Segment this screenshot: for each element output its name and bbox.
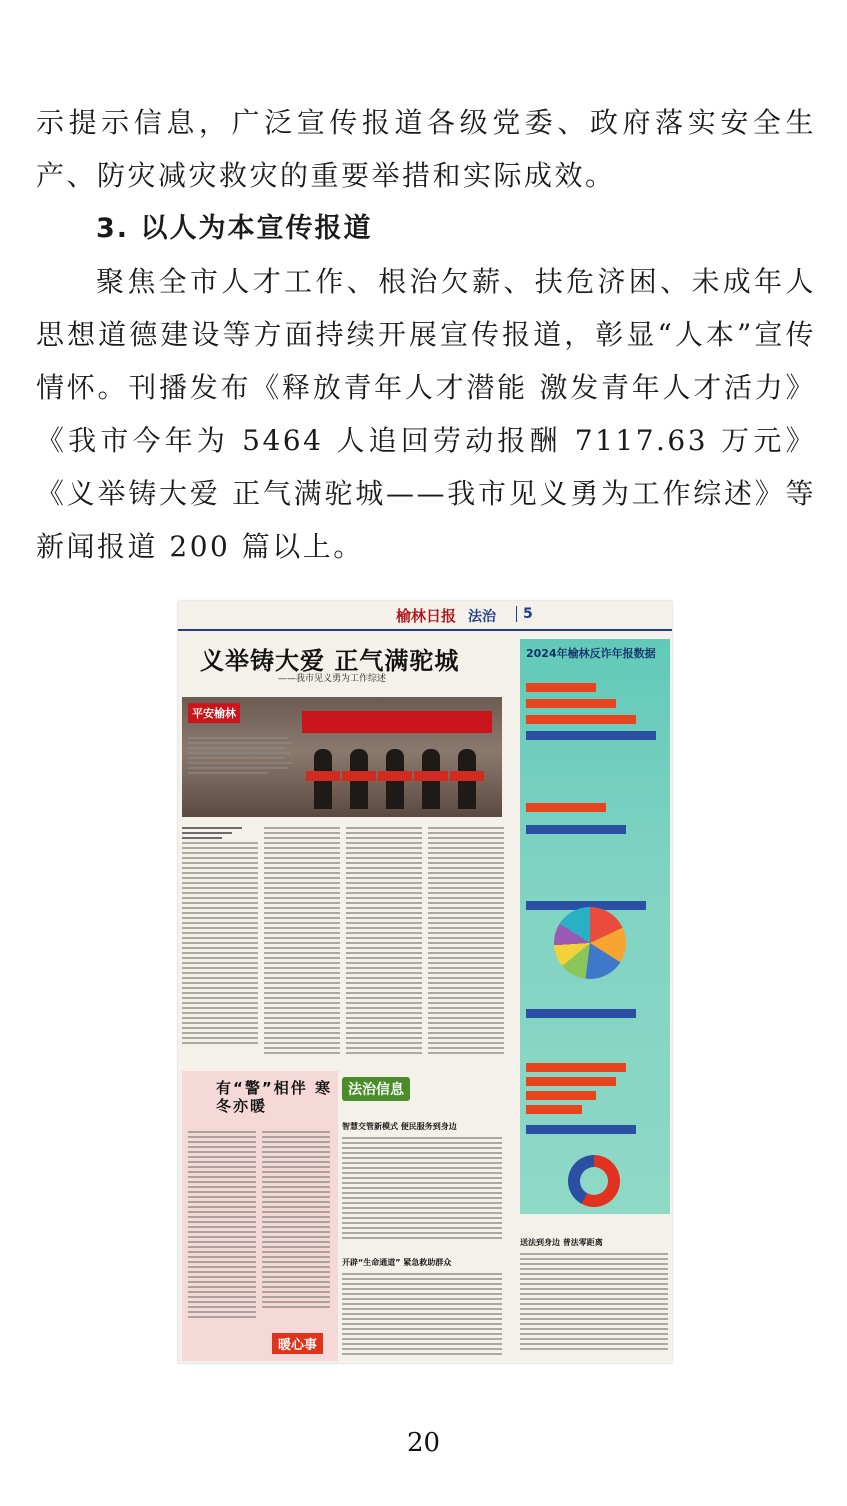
infographic-ribbon (526, 699, 616, 708)
page-number: 20 (406, 1428, 441, 1458)
article-title-traffic: 智慧交管新模式 便民服务到身边 (342, 1122, 457, 1131)
article-law-lines (520, 1253, 668, 1353)
infographic-ribbon (526, 715, 636, 724)
infographic-ribbon (526, 1009, 636, 1018)
body-text (36, 96, 816, 573)
infographic-ribbon (526, 683, 596, 692)
anti-fraud-infographic (520, 639, 670, 1214)
photo-caption-lines (188, 737, 298, 777)
newspaper-masthead (178, 601, 672, 631)
article-traffic-lines (342, 1137, 502, 1242)
infographic-ribbon (526, 803, 606, 812)
photo-badge: 平安榆林 (188, 703, 240, 723)
newspaper-page-number: 5 (516, 606, 533, 622)
newspaper-scan (178, 601, 672, 1363)
section-heading: 3. 以人为本宣传报道 (96, 213, 373, 244)
article-title-rescue: 开辟“生命通道” 紧急救助群众 (342, 1258, 452, 1267)
warm-story-column (182, 1071, 338, 1361)
infographic-title: 2024年榆林反诈年报数据 (526, 647, 656, 660)
article-column-3 (346, 827, 422, 1057)
warm-story-lines (262, 1131, 330, 1311)
infographic-ribbon (526, 1091, 596, 1100)
warm-story-badge: 暖心事 (272, 1333, 323, 1354)
article-rescue-lines (342, 1273, 502, 1358)
infographic-pie-chart (554, 907, 626, 979)
warm-story-lines (188, 1131, 256, 1321)
newspaper-section: 法治 (468, 609, 496, 625)
infographic-ribbon (526, 1077, 616, 1086)
warm-story-title: 有“警”相伴 寒冬亦暖 (216, 1079, 332, 1115)
paragraph-people-oriented: 聚焦全市人才工作、根治欠薪、扶危济困、未成年人思想道德建设等方面持续开展宣传报道，彰显“人本”宣传情怀。刊播发布《释放青年人才潜能 激发青年人才活力》《我市今年为 5464 人追回劳动报酬 7117.63 万元》《义举铸大爱 正气满驼城——我市见义勇为工作综述》等新闻报道 200 篇以上。 (36, 265, 816, 563)
legal-info-badge: 法治信息 (342, 1077, 410, 1101)
article-title-law: 送法到身边 普法零距离 (520, 1238, 603, 1247)
infographic-ribbon (526, 1125, 636, 1134)
infographic-ribbon (526, 1105, 582, 1114)
newspaper-headline: 义举铸大爱 正气满驼城 (200, 647, 460, 675)
paragraph-continuation: 示提示信息，广泛宣传报道各级党委、政府落实安全生产、防灾减灾救灾的重要举措和实际成效。 (36, 106, 816, 192)
infographic-ribbon (526, 731, 656, 740)
infographic-ribbon (526, 825, 626, 834)
red-banner (302, 711, 492, 733)
article-column-2 (264, 827, 340, 1057)
newspaper-logo: 榆林日报 (396, 607, 457, 625)
news-photo (182, 697, 502, 817)
infographic-ribbon (526, 1063, 626, 1072)
newspaper-subheadline: ——我市见义勇为工作综述 (278, 674, 387, 684)
award-recipients (306, 731, 492, 809)
article-column-4 (428, 827, 504, 1057)
article-column-1 (182, 827, 258, 1047)
infographic-donut-chart (568, 1155, 620, 1207)
